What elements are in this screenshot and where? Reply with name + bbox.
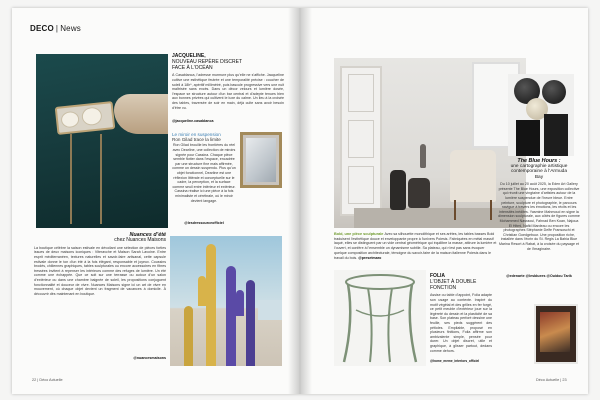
jacqueline-body: À Casablanca, l’adresse murmure plus qu’elle ne s’affiche. Jacqueline cultive une esthétique feutrée et une temporalité précise : coucher de soleil à 18h*, apéritif millimétré, puis bascule progressive vers une nuit maîtrisée sans excès. Dans un décor velours et lumière dosée, l’espace se structure autour d’un bar central et d’adepte tenues bien aux bonnes privées qui cultivent le luxe du calme. Un lieu à la croisée des tables, traversée de soir en main, déjà culte sans avoir besoin d’être vu. [172, 73, 284, 110]
tray-stand [70, 134, 72, 224]
nuances-body: La boutique célèbre la saison estivale en dévoilant une sélection de pièces forties issues de deux maisons iconiques : Viteravche et Maison Sarah Lavoine. Entre esprit méditerranéen, textures naturelles et savoir-faire artisanal, cette capsule estivale donne le ton d’un été à la fois élégant, responsable et joyeux. Coussins brodés, chiliennes graphiques, tables sculpturales ou encore accessoires en fibres tressées invitent à repenser les intérieurs comme des refuges de lumière. Un été comme une échappée. Que ce soit sur une terrasse ou autour d’un salon d’extérieur ou dans une chambre baignée de soleil, les propositions conjuguent fonctionnalité et douceur de vivre. Nuances Maisons signe ici un art de vivre en mouvement, où chaque objet devient un fragment de vacances à domicile. À découvrir dès maintenant en boutique. [34, 245, 166, 296]
folia-title-3: FONCTION [430, 284, 457, 291]
cactus-sculpture-photo [170, 236, 282, 366]
left-page-number: 22 [32, 378, 37, 382]
artwork-photo [534, 304, 578, 364]
header-separator: | [55, 24, 59, 33]
folia-body: Assise ou table d’appoint, Folia adapte son usage au contexte. Inspiré du motif végétal et des grilles en fer forgé, ce petit meuble d’extérieur joue sur la légèreté du dessin et la plasticité de sa base. Son plateau perforé dessine une feuille, ses pieds suggèrent des pétioles. Empilable, proposé en plusieurs finitions, Folia affirme son ambivalente simple, pensée pour durer. Un objet discret, utile et graphique, à glisser partout, dedans comme dehors. [430, 293, 492, 353]
plate [81, 106, 103, 126]
jacqueline-tagline-2: FACE À L’OCÉAN [172, 64, 213, 71]
sign-board [258, 300, 282, 320]
vase [420, 144, 426, 168]
plate [60, 111, 80, 129]
nuances-subtitle: chez Nuances Maisons [114, 237, 166, 243]
bluehours-title-3: contemporaine à l’Armuda [511, 169, 567, 175]
jacqueline-title: JACQUELINE, [172, 53, 206, 59]
left-footer-label: Déco Actuelle [39, 378, 63, 382]
nuances-article [34, 232, 166, 360]
jacqueline-article [172, 54, 284, 123]
mirror-title-1: Le miroir en suspension [172, 132, 221, 137]
nuances-handle: @nuancesmaisons [133, 355, 166, 360]
bluehours-title-1: The Blue Hours : [517, 158, 561, 164]
right-page [300, 8, 588, 394]
bluehours-handle: @edenarte @lesbluees @Ouidou Tarik [506, 274, 572, 279]
nuances-title: Nuances d’été [129, 232, 166, 238]
cactus-small [184, 306, 193, 366]
jacqueline-handle: @jacqueline.casablanca [172, 119, 214, 124]
section-title: DECO [30, 24, 54, 33]
armchair [450, 150, 496, 202]
bluehours-title-4: Bay [534, 174, 544, 180]
mirror-handle: @lesdressourceofficiel [184, 221, 224, 226]
bold-lead: Bold, une pièce sculpturale [334, 232, 384, 236]
pedestal [516, 120, 540, 156]
cactus-violet [246, 280, 255, 366]
folia-title-2: L’OBJET À DOUBLE [430, 278, 477, 285]
side-table [408, 178, 430, 208]
cactus-arm [198, 276, 206, 306]
folia-stool-photo [334, 270, 426, 366]
side-table-dark [390, 170, 406, 210]
folia-article [430, 274, 492, 363]
left-footer: 22 | Déco Actuelle [32, 378, 63, 382]
sphere-black [542, 80, 566, 104]
bold-article [334, 232, 498, 272]
right-footer-label: Déco Actuelle [536, 378, 560, 382]
section-subtitle: News [60, 24, 82, 33]
jacqueline-tagline-1: NOUVEAU REPÈRE DISCRET [172, 58, 243, 65]
cactus-purple [226, 266, 236, 366]
chair-leg [490, 200, 492, 220]
bluehours-article [498, 158, 580, 279]
chair-leg [454, 200, 456, 220]
serving-tray [55, 101, 116, 135]
mirror-title-2: Ron Gilad trace la limite [172, 137, 221, 143]
right-page-number: 23 [562, 378, 567, 382]
paneled-door [340, 66, 382, 216]
bold-body: Avec sa silhouette monolithique et ses arêtes, les tables basses Bold traduisent l’esthétique douce et enveloppante propre à l’univers Poiesis. Fabriquées en métal massif laqué, elles se distinguent par un vide central géométrique qui équilibre la masse, attirure la lumière et l’ouvert, et confère à l’ensemble un dynamisme subtile. Sa plateau, qui n’est pas sans évoquer quelque composition architecturale, témoigne du savoir-faire de la maison italienne Poiesis dans le travail du bois. [334, 232, 497, 260]
bluehours-body: Du 10 juillet au 20 août 2025, la Eden Art Gallery présente The Blue Hours, une exposition collective qui réunit une vingtaine d’artistes autour de la lumière suspendue de l’heure bleue. Entre peinture, sculpture et photographie, le parcours navigue à travers les émotions, les récits et les intensités inédites. Yasmine Mahmoud en signe la dimension sculpturale, aux côtés de figures comme Mohammed Nasraoui, Fahnad Ben Koan, Najoua El Hitmi, Nafid Mardeau ou encore les photographes Stéphanie Delfe Fransoschi et Christian Goedgebuur. Une proposition riche, installée dans l’écrin du St. Regis La Bahia Blue Marina Resort à Rabat, à la croisée du paysage et de l’imaginaire. [498, 182, 580, 251]
cactus-arm [236, 290, 244, 316]
right-footer: Déco Actuelle | 23 [536, 378, 567, 382]
pedestal [544, 114, 568, 156]
door-panel [348, 166, 374, 204]
bold-handle: @presetmaro [358, 255, 382, 260]
mirror-photo [240, 132, 282, 188]
bluehours-title-2: une cartographie artistique [510, 164, 568, 169]
mirror-glass [246, 138, 276, 182]
folia-title-1: FOLIA [430, 273, 445, 279]
cactus-yellow [206, 244, 216, 366]
left-page [12, 8, 300, 394]
waiter-hand [114, 94, 168, 134]
folia-stool-drawing [334, 270, 426, 366]
section-header [30, 24, 81, 33]
door-panel [348, 74, 374, 112]
spheres-sculpture-photo [508, 74, 574, 156]
painting [540, 312, 570, 352]
mirror-article [172, 132, 236, 225]
mirror-body: Ron Gilad brouille les frontières du réel avec Dearline, une collection de miroirs signée pour Cassina. Chaque pièce semble flotter dans l’espace, encadrée par une structure fine mais affirmée, comme un dessin suspendu. Plus qu’un objet fonctionnel, Dearline est une réflexion littérale et conceptuelle sur le cadre, la perception, et la surface comme seuil entre intérieur et extérieur. Cassina réalise ici une pièce à la fois minimaliste et cérébrale, où le miroir devient langage. [172, 143, 236, 203]
folia-handle: @home_meme_interiors_officiel [430, 359, 480, 364]
door-panel [348, 120, 374, 158]
tray-photo [36, 54, 168, 228]
magazine-spread [12, 8, 588, 394]
